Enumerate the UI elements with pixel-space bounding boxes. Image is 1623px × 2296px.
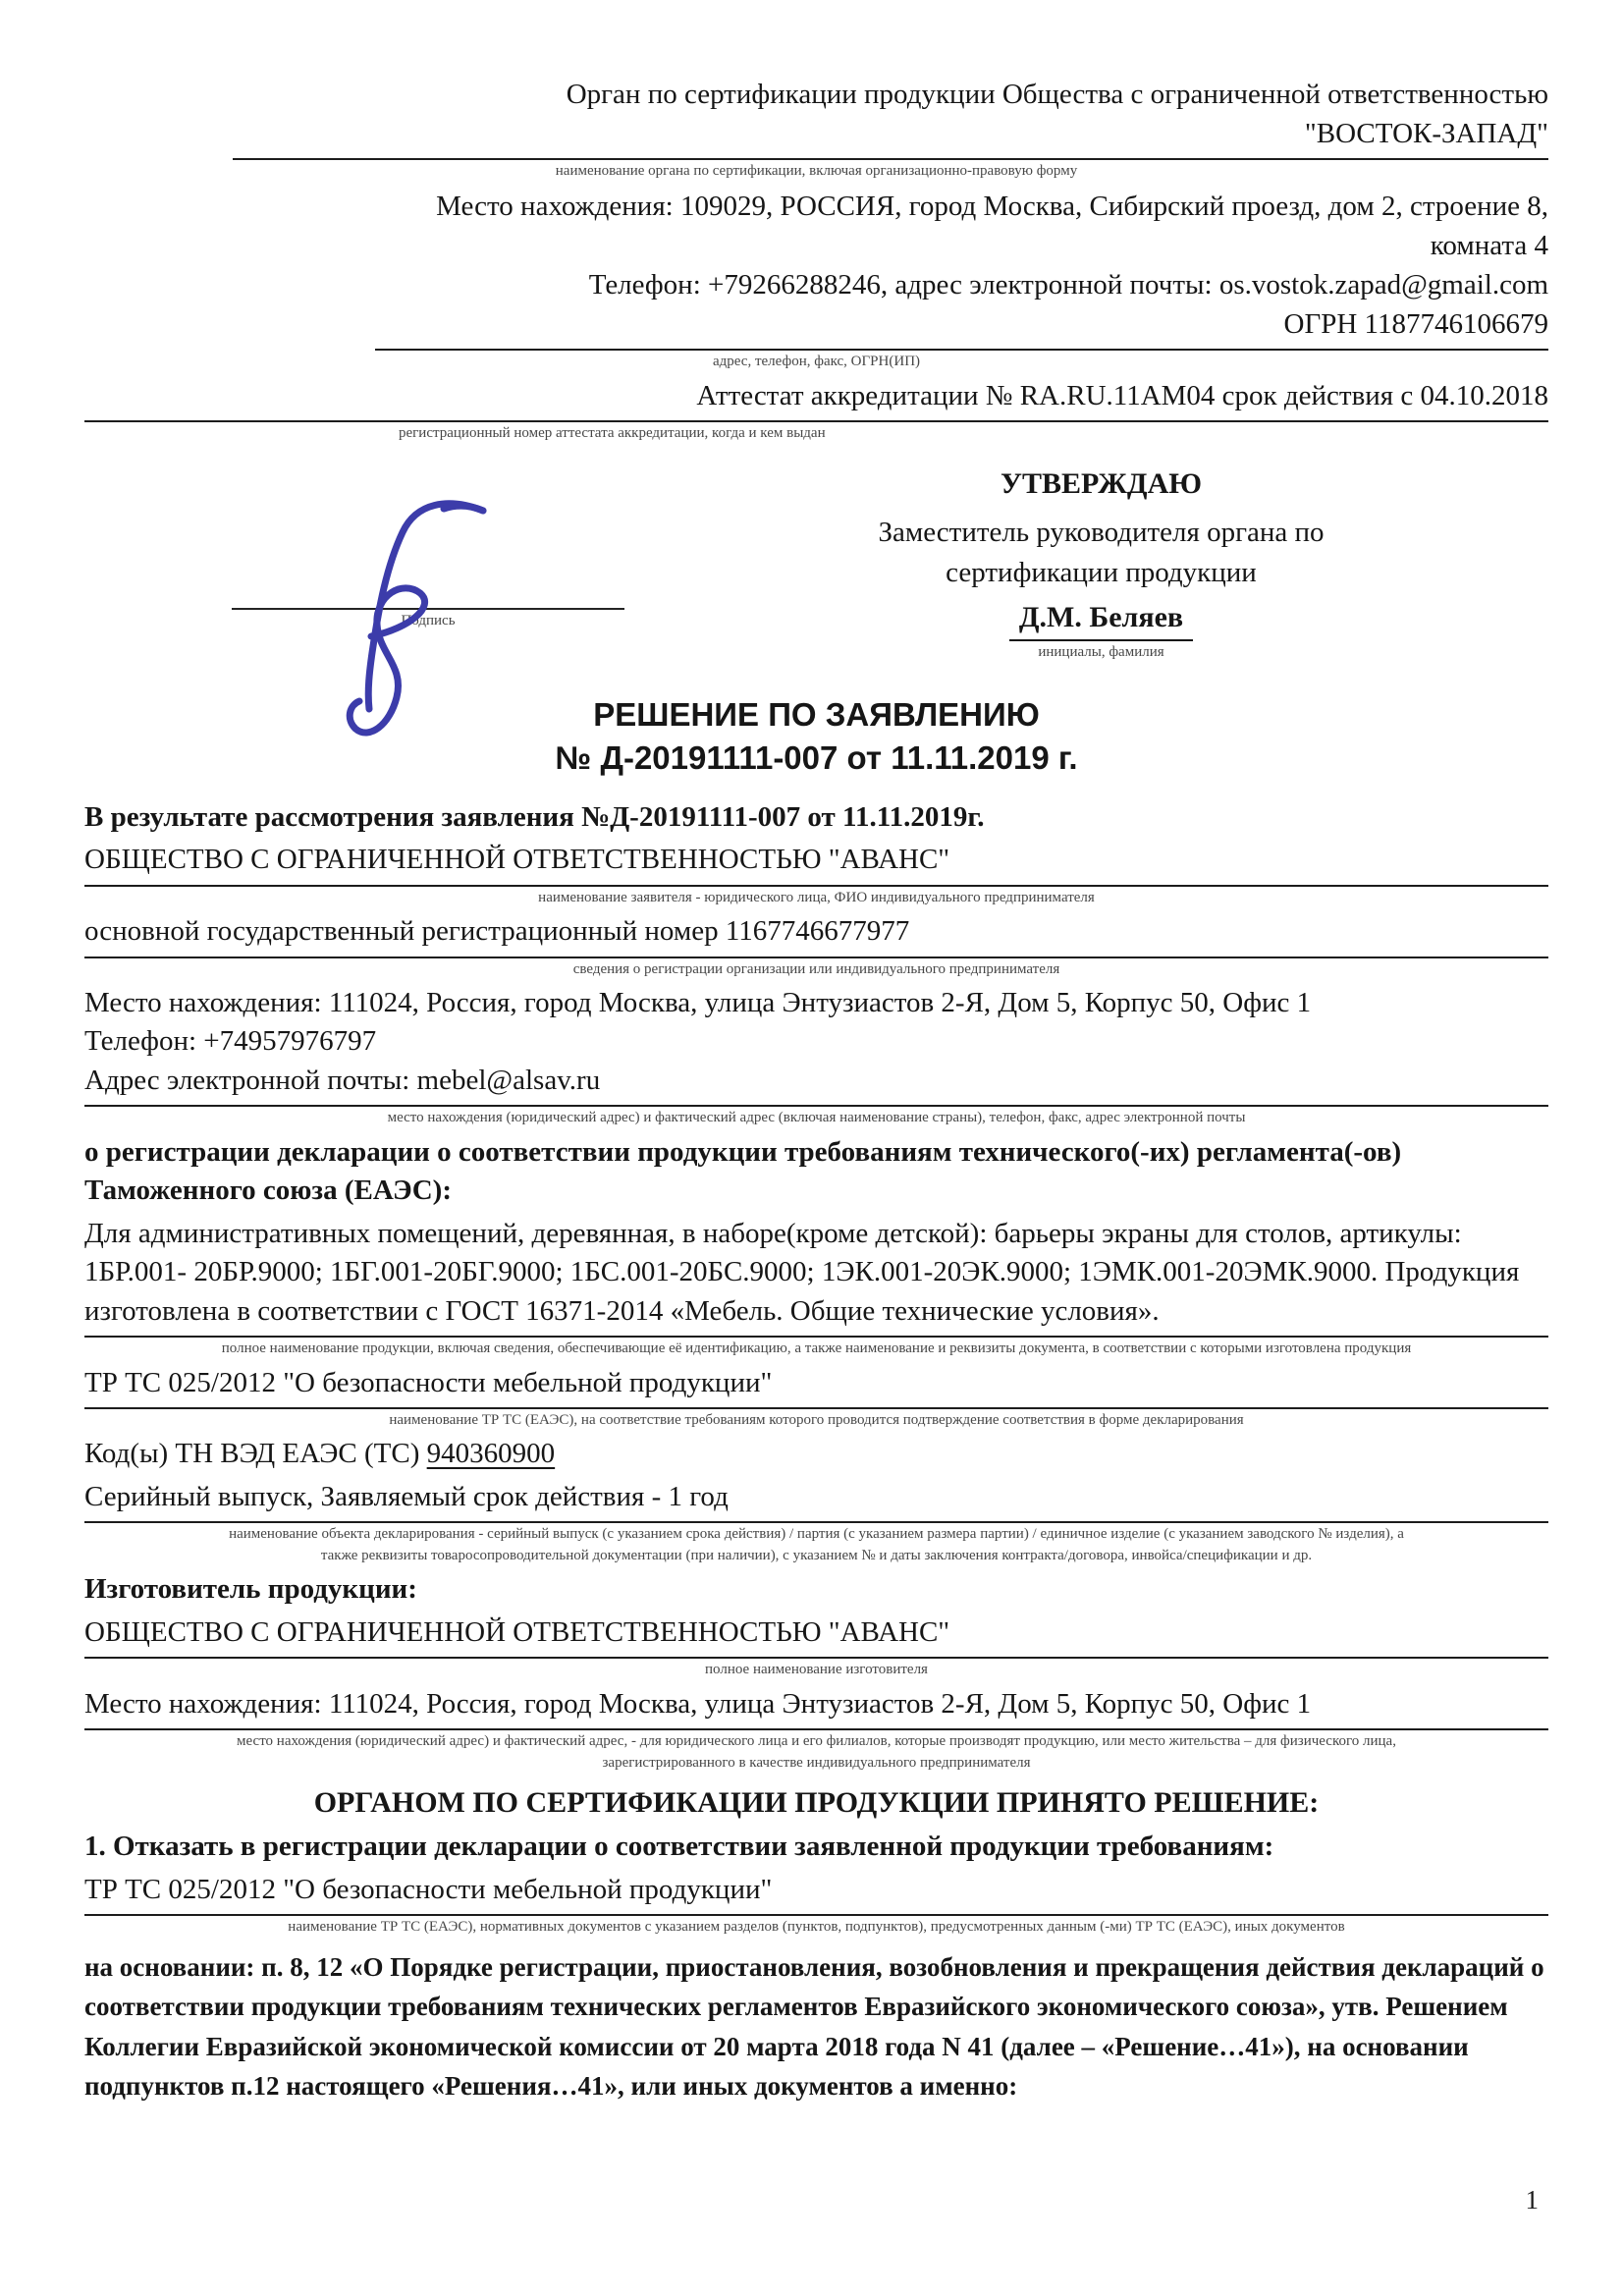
product-underline [84, 1336, 1548, 1338]
applicant-contacts-field [84, 984, 1548, 1128]
approver-block [693, 464, 1548, 668]
decision-tr-ts-field [84, 1871, 1548, 1938]
attestation-caption: регистрационный номер аттестата аккредитации, когда и кем выдан [399, 425, 826, 442]
manufacturer-address: Место нахождения: 111024, Россия, город Москва, улица Энтузиастов 2-Я, Дом 5, Корпус 50, Офис 1 [84, 1687, 1312, 1720]
org-name-caption: наименование органа по сертификации, включая организационно-правовую форму [555, 163, 1078, 180]
signature-area [84, 464, 693, 668]
manufacturer-name: ОБЩЕСТВО С ОГРАНИЧЕННОЙ ОТВЕТСТВЕННОСТЬЮ "АВАНС" [84, 1615, 950, 1648]
signature-caption: Подпись [401, 612, 456, 629]
document-title-line2: № Д-20191111-007 от 11.11.2019 г. [555, 739, 1078, 777]
applicant-name: ОБЩЕСТВО С ОГРАНИЧЕННОЙ ОТВЕТСТВЕННОСТЬЮ "АВАНС" [84, 844, 950, 876]
org-phone-line: Телефон: +79266288246, адрес электронной почты: os.vostok.zapad@gmail.com [588, 268, 1548, 301]
manufacturer-address-underline [84, 1728, 1548, 1730]
decision-item1: 1. Отказать в регистрации декларации о соответствии заявленной продукции требованиям: [84, 1831, 1274, 1863]
manufacturer-name-underline [84, 1657, 1548, 1659]
applicant-contacts-underline [84, 1105, 1548, 1107]
decision-tr-ts-underline [84, 1914, 1548, 1916]
product-caption: полное наименование продукции, включая сведения, обеспечивающие её идентификацию, а также наименование и реквизиты документа, в соответствии с которыми изготовлена продукция [221, 1340, 1412, 1357]
approve-label: УТВЕРЖДАЮ [1000, 466, 1203, 500]
manufacturer-label: Изготовитель продукции: [84, 1573, 417, 1606]
manufacturer-address-caption-line1: место нахождения (юридический адрес) и фактический адрес, - для юридического лица и его филиалов, которые производят продукцию, или место жительства – для физического лица, [237, 1733, 1396, 1750]
product-description: Для административных помещений, деревянная, в наборе(кроме детской): барьеры экраны для столов, артикулы: 1БР.001- 20БР.9000; 1БГ.001-20БГ.9000; 1БС.001-20БС.9000; 1ЭК.001-20ЭК.9000; 1ЭМК.001-20ЭМК.9000. Продукция изготовлена в соответствии с ГОСТ 16371-2014 «Мебель. Общие технические условия». [84, 1217, 1520, 1327]
applicant-contacts-caption: место нахождения (юридический адрес) и фактический адрес (включая наименование страны), телефон, факс, адрес электронной почты [387, 1110, 1246, 1126]
org-address-line2: комната 4 [1430, 229, 1548, 261]
decision-tr-ts-caption: наименование ТР ТС (ЕАЭС), нормативных документов с указанием разделов (пунктов, подпунктов), предусмотренных данным (-ми) ТР ТС (ЕАЭС), иных документов [288, 1919, 1345, 1936]
decision-heading: ОРГАНОМ ПО СЕРТИФИКАЦИИ ПРОДУКЦИИ ПРИНЯТО РЕШЕНИЕ: [313, 1786, 1320, 1820]
org-name-line2: "ВОСТОК-ЗАПАД" [1304, 118, 1548, 150]
manufacturer-name-caption: полное наименование изготовителя [705, 1662, 928, 1678]
applicant-field [84, 841, 1548, 907]
org-address-underline [375, 349, 1548, 351]
tr-ts-caption: наименование ТР ТС (ЕАЭС), на соответствие требованиям которого проводится подтверждение соответствия в форме декларирования [389, 1411, 1244, 1428]
signature [291, 489, 546, 784]
manufacturer-address-caption-line2: зарегистрированного в качестве индивидуального предпринимателя [602, 1754, 1031, 1771]
applicant-caption: наименование заявителя - юридического лица, ФИО индивидуального предпринимателя [538, 889, 1095, 905]
serial-caption-line2: также реквизиты товаросопроводительной документации (при наличии), с указанием № и даты заключения контракта/договора, инвойса/спецификации и др. [320, 1547, 1313, 1563]
tr-ts-name: ТР ТС 025/2012 "О безопасности мебельной продукции" [84, 1366, 773, 1398]
decision-tr-ts: ТР ТС 025/2012 "О безопасности мебельной продукции" [84, 1873, 773, 1905]
page-number: 1 [1525, 2185, 1539, 2214]
approver-name-wrap [693, 594, 1509, 642]
product-field [84, 1215, 1548, 1359]
serial-underline [84, 1521, 1548, 1523]
approver-name-caption: инициалы, фамилия [1038, 644, 1164, 661]
serial-caption-line1: наименование объекта декларирования - серийный выпуск (с указанием срока действия) / партия (с указанием размера партии) / единичное изделие (с указанием заводского № изделия), а [229, 1526, 1404, 1543]
approver-name: Д.М. Беляев [1009, 597, 1193, 642]
tnved-code-label: Код(ы) ТН ВЭД ЕАЭС (ТС) [84, 1438, 427, 1470]
tr-ts-underline [84, 1407, 1548, 1409]
serial-release: Серийный выпуск, Заявляемый срок действия - 1 год [84, 1480, 729, 1512]
attestation-line: Аттестат аккредитации № RA.RU.11АМ04 срок действия с 04.10.2018 [696, 380, 1548, 412]
org-name-underline [233, 158, 1548, 160]
declaration-subject: о регистрации декларации о соответствии продукции требованиям технического(-их) регламента(-ов) Таможенного союза (ЕАЭС): [84, 1135, 1402, 1207]
org-address-line1: Место нахождения: 109029, РОССИЯ, город Москва, Сибирский проезд, дом 2, строение 8, [436, 190, 1548, 222]
tr-ts-field [84, 1364, 1548, 1431]
approval-block [84, 464, 1548, 668]
document-title-line1: РЕШЕНИЕ ПО ЗАЯВЛЕНИЮ [593, 695, 1040, 733]
applicant-email: Адрес электронной почты: mebel@alsav.ru [84, 1064, 601, 1096]
application-intro: В результате рассмотрения заявления №Д-20191111-007 от 11.11.2019г. [84, 800, 985, 833]
applicant-address: Место нахождения: 111024, Россия, город Москва, улица Энтузиастов 2-Я, Дом 5, Корпус 50, Офис 1 [84, 987, 1312, 1019]
manufacturer-address-field [84, 1685, 1548, 1773]
applicant-underline [84, 885, 1548, 887]
applicant-ogrn-field [84, 912, 1548, 979]
org-name-line1: Орган по сертификации продукции Общества с ограниченной ответственностью [566, 79, 1548, 110]
manufacturer-name-field [84, 1613, 1548, 1680]
serial-field [84, 1478, 1548, 1565]
applicant-phone: Телефон: +74957976797 [84, 1025, 377, 1058]
org-ogrn-line: ОГРН 1187746106679 [1283, 307, 1548, 340]
applicant-ogrn: основной государственный регистрационный номер 1167746677977 [84, 915, 910, 948]
certification-body-header [84, 75, 1548, 444]
tnved-code-value: 940360900 [426, 1438, 556, 1470]
tnved-code-line [84, 1435, 1548, 1473]
decision-basis: на основании: п. 8, 12 «О Порядке регистрации, приостановления, возобновления и прекращения действия деклараций о соответствии продукции требованиям технических регламентов Евразийского экономического союза», утв. Решением Коллегии Евразийской экономической комиссии от 20 марта 2018 года N 41 (далее – «Решение…41»), на основании подпунктов п.12 настоящего «Решения…41», или иных документов а именно: [84, 1951, 1544, 2102]
applicant-ogrn-underline [84, 957, 1548, 958]
attestation-underline [84, 420, 1548, 422]
org-address-caption: адрес, телефон, факс, ОГРН(ИП) [712, 353, 921, 369]
approver-position-line1: Заместитель руководителя органа по [878, 517, 1325, 549]
applicant-ogrn-caption: сведения о регистрации организации или индивидуального предпринимателя [572, 960, 1060, 977]
approver-position-line2: сертификации продукции [946, 557, 1257, 589]
